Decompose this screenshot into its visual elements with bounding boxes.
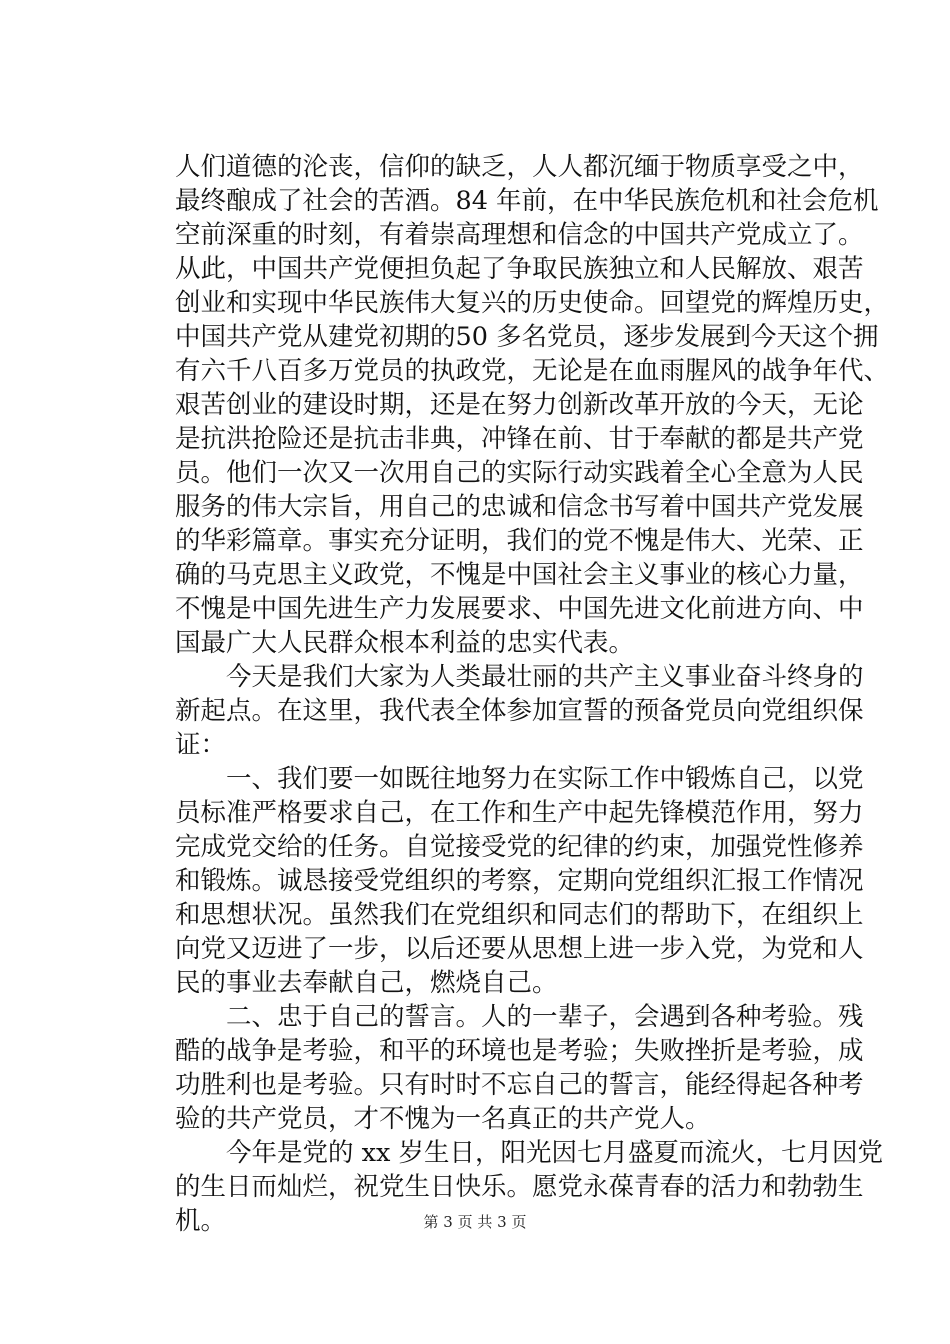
text-line: 确的马克思主义政党，不愧是中国社会主义事业的核心力量， bbox=[175, 560, 864, 590]
text-line: 新起点。在这里，我代表全体参加宣誓的预备党员向党组织保 bbox=[175, 696, 864, 726]
text-line: 完成党交给的任务。自觉接受党的纪律的约束，加强党性修养 bbox=[175, 832, 864, 862]
text-line: 空前深重的时刻，有着崇高理想和信念的中国共产党成立了。 bbox=[175, 220, 864, 250]
body-text bbox=[175, 150, 890, 1238]
text-line: 创业和实现中华民族伟大复兴的历史使命。回望党的辉煌历史， bbox=[175, 288, 890, 318]
text-line: 酷的战争是考验，和平的环境也是考验；失败挫折是考验，成 bbox=[175, 1036, 864, 1066]
text-line: 一、我们要一如既往地努力在实际工作中锻炼自己，以党 bbox=[226, 764, 864, 794]
text-line: 的生日而灿烂，祝党生日快乐。愿党永葆青春的活力和勃勃生 bbox=[175, 1172, 864, 1202]
text-line: 的华彩篇章。事实充分证明，我们的党不愧是伟大、光荣、正 bbox=[175, 526, 864, 556]
text-line: 有六千八百多万党员的执政党，无论是在血雨腥风的战争年代、 bbox=[175, 356, 890, 386]
text-line: 国最广大人民群众根本利益的忠实代表。 bbox=[175, 628, 635, 658]
text-line: 员。他们一次又一次用自己的实际行动实践着全心全意为人民 bbox=[175, 458, 864, 488]
text-line: 今年是党的 xx 岁生日，阳光因七月盛夏而流火，七月因党 bbox=[226, 1138, 883, 1168]
text-line: 今天是我们大家为人类最壮丽的共产主义事业奋斗终身的 bbox=[226, 662, 864, 692]
text-line: 员标准严格要求自己，在工作和生产中起先锋模范作用，努力 bbox=[175, 798, 864, 828]
text-line: 功胜利也是考验。只有时时不忘自己的誓言，能经得起各种考 bbox=[175, 1070, 864, 1100]
text-line: 和思想状况。虽然我们在党组织和同志们的帮助下，在组织上 bbox=[175, 900, 864, 930]
text-line: 二、忠于自己的誓言。人的一辈子，会遇到各种考验。残 bbox=[226, 1002, 864, 1032]
text-line: 验的共产党员，才不愧为一名真正的共产党人。 bbox=[175, 1104, 711, 1134]
text-line: 中国共产党从建党初期的50 多名党员，逐步发展到今天这个拥 bbox=[175, 322, 879, 352]
text-line: 向党又迈进了一步，以后还要从思想上进一步入党，为党和人 bbox=[175, 934, 864, 964]
text-line: 是抗洪抢险还是抗击非典，冲锋在前、甘于奉献的都是共产党 bbox=[175, 424, 864, 454]
text-line: 机。 bbox=[175, 1206, 227, 1236]
text-line: 服务的伟大宗旨，用自己的忠诚和信念书写着中国共产党发展 bbox=[175, 492, 864, 522]
page-footer: 第 3 页 共 3 页 bbox=[423, 1213, 527, 1231]
text-line: 最终酿成了社会的苦酒。84 年前，在中华民族危机和社会危机 bbox=[175, 186, 879, 216]
text-line: 艰苦创业的建设时期，还是在努力创新改革开放的今天，无论 bbox=[175, 390, 864, 420]
text-line: 人们道德的沦丧，信仰的缺乏，人人都沉缅于物质享受之中， bbox=[175, 152, 864, 182]
text-line: 民的事业去奉献自己，燃烧自己。 bbox=[175, 968, 558, 998]
text-line: 不愧是中国先进生产力发展要求、中国先进文化前进方向、中 bbox=[175, 594, 864, 624]
text-line: 和锻炼。诚恳接受党组织的考察，定期向党组织汇报工作情况 bbox=[175, 866, 864, 896]
text-line: 从此，中国共产党便担负起了争取民族独立和人民解放、艰苦 bbox=[175, 254, 864, 284]
text-line: 证： bbox=[175, 730, 227, 760]
